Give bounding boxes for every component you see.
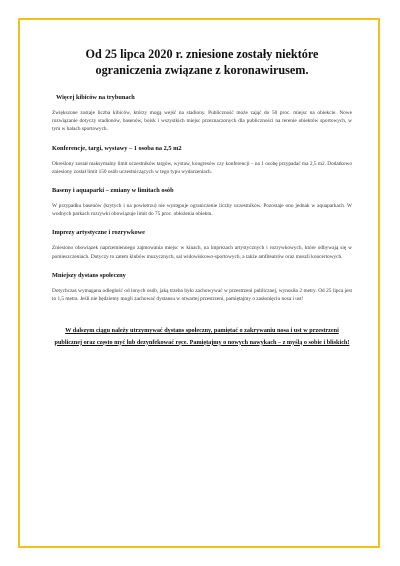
section-pools [52,187,352,218]
document-page [18,18,380,548]
section-heading: Imprezy artystyczne i rozrywkowe [52,229,145,237]
section-body: Zwiększone zostaje liczba kibiców, którzy mogą wejść na stadiony. Publiczność może zająć do 50 proc. miejsc na obiekcie. Nowe rozwiązanie dotyczy stadionów, basenów, boisk i wszystkich miejsc przeznaczonych dla publiczności na terenie obiektów sportowych, w tym w halach sportowych. [52,110,352,133]
document-content [52,47,352,348]
document-title: Od 25 lipca 2020 r. zniesione zostały niektóre ograniczenia związane z koronawirusem. [85,47,319,77]
section-events [52,229,352,260]
section-body: Określony został maksymalny limit uczestników targów, wystaw, kongresów czy konferencji – na 1 osobę przypadać ma 2,5 m2. Dodatkowo zniesiony został limit 150 osób uczestniczących w tego typu wydarzeniach. [52,160,352,175]
footer-notice: W dalszym ciągu należy utrzymywać dystans społeczny, pamiętać o zakrywaniu nosa i ust w przestrzeni publicznej oraz często myć lub dezynfekować ręce. Pamiętajmy o nowych nawykach – z myślą o sobie i bliskich! [54,327,350,346]
section-heading: Konferencje, targi, wystawy – 1 osoba na 2,5 m2 [52,144,182,152]
section-distance [52,272,352,303]
section-more-fans [52,94,352,134]
section-heading: Więcej kibiców na trybunach [56,94,135,101]
section-body: W przypadku basenów (krytych i na powietrzu) nie występuje ograniczenie liczby uczestników. Pozostaje ono jednak w aquaparkach. W wodnych parkach rozrywki obowiązuje limit do 75 proc. obłożenia obiektu. [52,203,352,218]
section-heading: Mniejszy dystans społeczny [52,271,126,279]
section-conferences [52,145,352,176]
section-body: Dotychczas wymagana odległość od innych osób, jaką trzeba było zachowywać w przestrzeni publicznej, wynosiła 2 metry. Od 25 lipca jest to 1,5 metra. Jeśli nie będziemy mogli zachować dystansu w otwartej przestrzeni, pamiętajmy o zasłonięciu nosa i ust! [52,287,352,303]
section-body: Zniesiono obowiązek naprzemiennego zajmowania miejsc w kinach, na imprezach artystycznych i rozrywkowych, które odbywają się w pomieszczeniach. Dotyczy to zatem klubów muzycznych, sal widowiskowo-sportowych, a także amfiteatrów oraz muszli koncertowych. [52,245,352,260]
section-heading: Baseny i aquaparki – zmiany w limitach osób [52,187,174,195]
